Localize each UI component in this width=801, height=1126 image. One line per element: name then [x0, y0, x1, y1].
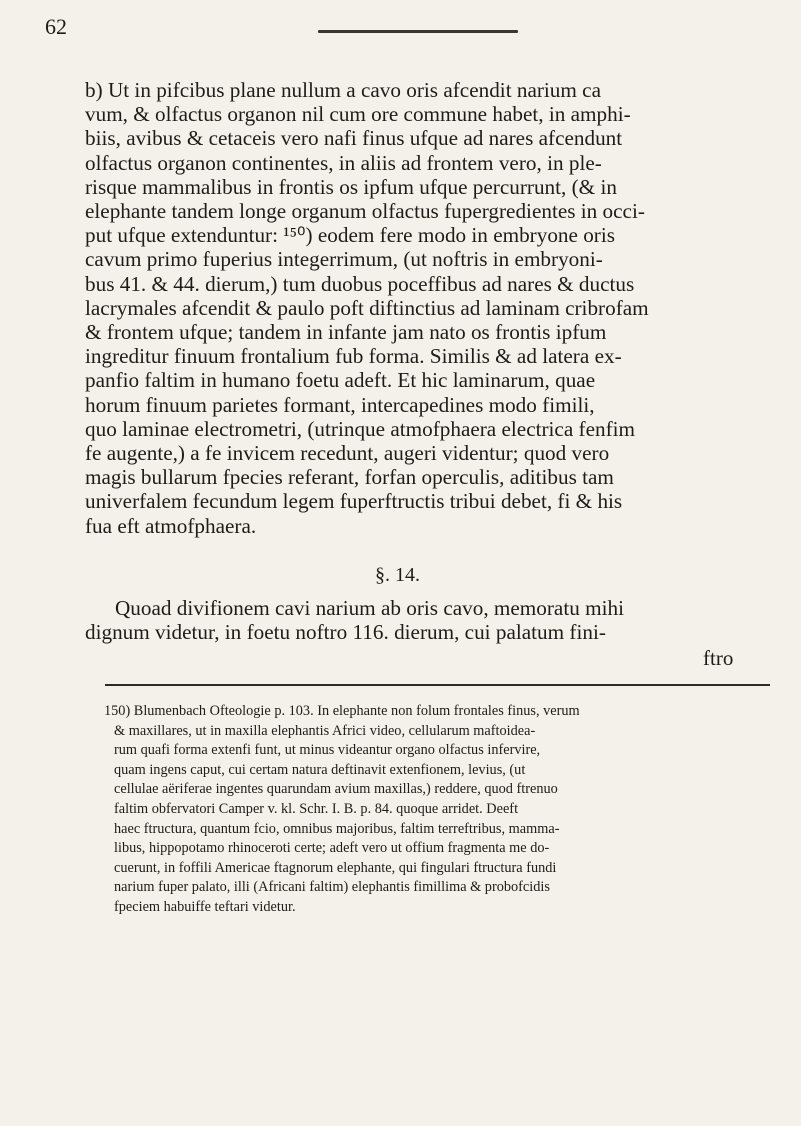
catchword: ftro: [703, 646, 734, 670]
text-line: quo laminae electrometri, (utrinque atmofphaera electrica fenfim: [85, 416, 636, 441]
text-line: libus, hippopotamo rhinoceroti certe; adeft vero ut offium fragmenta me do-: [114, 840, 550, 857]
text-line: haec ftructura, quantum fcio, omnibus majoribus, faltim terreftribus, mamma-: [114, 820, 560, 837]
text-line: cuerunt, in foffili Americae ftagnorum elephante, qui fingulari ftructura fundi: [114, 859, 557, 876]
text-line: bus 41. & 44. dierum,) tum duobus poceffibus ad nares & ductus: [85, 271, 635, 296]
text-line: 150) Blumenbach Ofteologie p. 103. In elephante non folum frontales finus, verum: [104, 703, 580, 719]
main-paragraph: [85, 78, 765, 538]
text-line: & maxillares, ut in maxilla elephantis Africi video, cellularum maftoidea-: [114, 722, 536, 739]
text-line: dignum videtur, in foetu noftro 116. dierum, cui palatum fini-: [85, 620, 606, 645]
section-heading: §. 14.: [375, 564, 420, 586]
text-line: b) Ut in pifcibus plane nullum a cavo oris afcendit narium ca: [85, 78, 601, 102]
page-number: 62: [45, 14, 67, 39]
text-line: elephante tandem longe organum olfactus fupergredientes in occi-: [85, 199, 645, 224]
text-line: univerfalem fecundum legem fuperftructis tribui debet, fi & his: [85, 489, 623, 514]
text-line: fpeciem habuiffe teftari videtur.: [114, 898, 296, 915]
footnote: [104, 702, 784, 918]
text-line: fua eft atmofphaera.: [85, 513, 257, 538]
text-line: Quoad divifionem cavi narium ab oris cavo, memoratu mihi: [115, 596, 624, 620]
text-line: rum quafi forma extenfi funt, ut minus videantur organo olfactus infervire,: [114, 742, 541, 759]
text-line: faltim obfervatori Camper v. kl. Schr. I. B. p. 84. quoque arridet. Deeft: [114, 800, 519, 817]
text-line: fe augente,) a fe invicem recedunt, augeri videntur; quod vero: [85, 441, 610, 466]
text-line: cavum primo fuperius integerrimum, (ut noftris in embryoni-: [85, 247, 603, 272]
text-line: quam ingens caput, cui certam natura deftinavit extenfionem, levius, (ut: [114, 761, 526, 778]
text-line: biis, avibus & cetaceis vero nafi finus ufque ad nares afcendunt: [85, 126, 623, 151]
text-line: risque mammalibus in frontis os ipfum ufque percurrunt, (& in: [85, 174, 617, 199]
second-paragraph: [85, 596, 765, 644]
text-line: horum finuum parietes formant, intercapedines modo fimili,: [85, 392, 595, 417]
text-line: put ufque extenduntur: ¹⁵⁰) eodem fere modo in embryone oris: [85, 223, 615, 248]
text-line: & frontem ufque; tandem in infante jam nato os frontis ipfum: [85, 320, 607, 345]
text-line: vum, & olfactus organon nil cum ore commune habet, in amphi-: [85, 102, 631, 127]
text-line: ingreditur finuum frontalium fub forma. Similis & ad latera ex-: [85, 344, 622, 369]
text-line: olfactus organon continentes, in aliis ad frontem vero, in ple-: [85, 150, 602, 175]
footnote-rule: [105, 684, 770, 686]
header-rule: [318, 30, 518, 33]
text-line: narium fuper palato, illi (Africani faltim) elephantis fimillima & probofcidis: [114, 879, 550, 896]
text-line: panfio faltim in humano foetu adeft. Et hic laminarum, quae: [85, 368, 596, 393]
text-line: magis bullarum fpecies referant, forfan operculis, aditibus tam: [85, 465, 614, 490]
text-line: lacrymales afcendit & paulo poft diftinctius ad laminam cribrofam: [85, 295, 649, 320]
text-line: cellulae aëriferae ingentes quarundam avium maxillas,) reddere, quod ftrenuo: [114, 781, 558, 798]
